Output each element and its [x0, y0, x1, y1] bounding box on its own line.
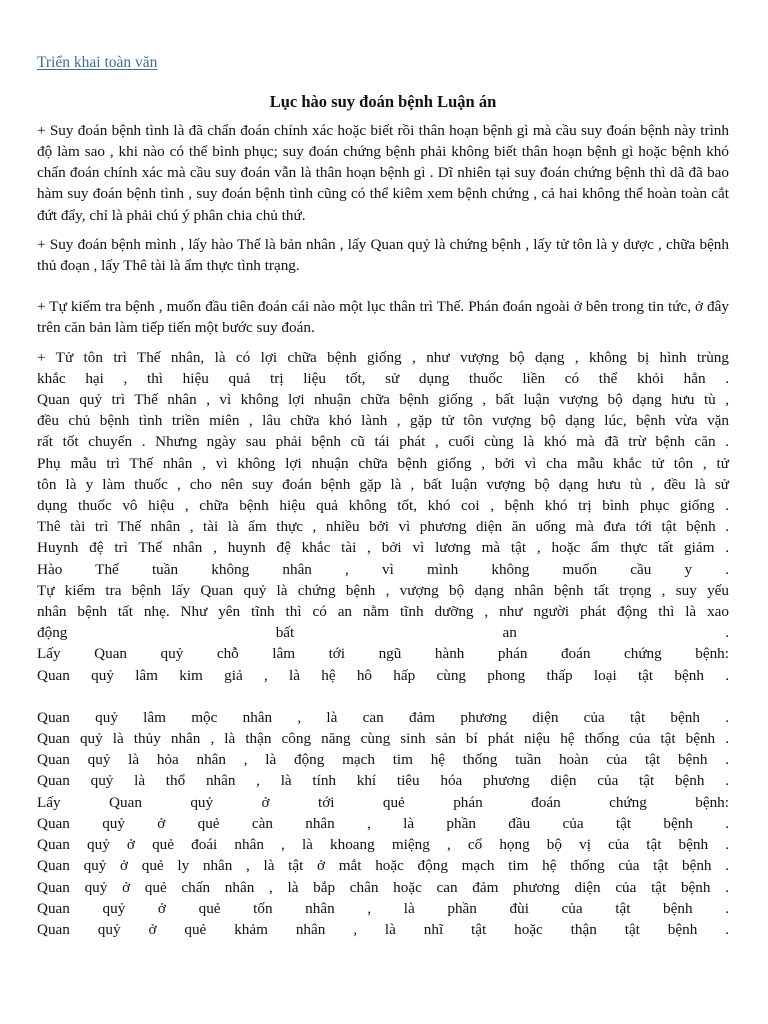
text-line: Lấy Quan quỷ ở tới quẻ phán đoán chứng bệnh: — [37, 793, 729, 811]
paragraph-2: + Suy đoán bệnh mình , lấy hào Thế là bản nhân , lấy Quan quỷ là chứng bệnh , lấy tử tôn là y dược , chữa bệnh thủ đoạn , lấy Thê tài là ẩm thực tình trạng. — [37, 235, 729, 275]
text-line: nhân bệnh tất nhẹ. Như yên tĩnh thì có an nằm tĩnh dưỡng , như người phát động thì là xao — [37, 603, 729, 621]
text-line: động bất an . — [37, 624, 729, 642]
text-line: Thê tài trì Thế nhân , tài là ẩm thực , nhiều bởi vì phương diện ăn uống mà đưa tới tật bệnh . — [37, 518, 729, 536]
text-line: đều chủ bệnh tình triền miên , lâu chữa khó lành , gặp tử tôn vượng bộ dạng lúc, bệnh vừa vặn — [37, 412, 729, 430]
text-line: Quan quỷ ở quẻ ly nhân , là tật ở mắt hoặc động mạch tim hệ thống của tật bệnh . — [37, 857, 729, 875]
body-text-block — [37, 347, 729, 940]
text-line: Quan quỷ ở quẻ đoái nhân , là khoang miệng , cổ họng bộ vị của tật bệnh . — [37, 836, 729, 854]
document-page — [37, 54, 729, 940]
text-line: Quan quỷ ở quẻ khảm nhân , là nhĩ tật hoặc thận tật bệnh . — [37, 920, 729, 938]
paragraph-3: + Tự kiểm tra bệnh , muốn đầu tiên đoán cái nào một lục thân trì Thế. Phán đoán ngoài ở bên trong tin tức, ở đây trên căn bản làm tiếp tiến một bước suy đoán. — [37, 298, 729, 337]
text-line: khắc hại , thì hiệu quả trị liệu tốt, sử dụng thuốc liền có thể khỏi hẳn . — [37, 369, 729, 387]
text-line: Quan quỷ trì Thế nhân , vì không lợi nhuận chữa bệnh giống , bất luận vượng bộ dạng hưu tù , — [37, 391, 729, 409]
text-line: Quan quỷ là thủy nhân , là thận công năng cùng sinh sản bí phát niệu hệ thống của tật bệnh . — [37, 730, 729, 748]
paragraph-1: + Suy đoán bệnh tình là đã chẩn đoán chính xác hoặc biết rồi thân hoạn bệnh gì mà cầu suy đoán bệnh này trình độ làm sao , khi nào có thể bình phục; suy đoán chứng bệnh phải không biết thân hoạn bệnh gì hoặc bệnh khó chẩn đoán chính xác mà cầu suy đoán vẫn là thân hoạn bệnh gì . Dĩ nhiên tại suy đoán chứng bệnh thì dã đã bao hàm suy đoán bệnh tình , suy đoán bệnh tình cũng có thể kiêm xem bệnh chứng , cả hai không thể hoàn toàn cắt đứt đẩy, chỉ là phải chú ý phân chia chủ thứ. — [37, 121, 729, 224]
text-line: dụng thuốc vô hiệu , chữa bệnh hiệu quả không tốt, khó coi , bệnh khó trị bình phục giống . — [37, 497, 729, 515]
blank-line — [37, 686, 729, 707]
text-line: Phụ mẫu trì Thế nhân , vì không lợi nhuận chữa bệnh giống , bởi vì cha mẫu khắc tử tôn , tử — [37, 454, 729, 472]
text-line: tôn là y làm thuốc , cho nên suy đoán bệnh gặp là , bất luận vượng bộ dạng hưu tù , đều là sử — [37, 475, 729, 493]
text-line: Huynh đệ trì Thế nhân , huynh đệ khắc tài , bởi vì lương mà tật , hoặc ẩm thực tất giảm . — [37, 539, 729, 557]
text-line: rất tốt chuyển . Nhưng ngày sau phải bệnh cũ tái phát , cuối cùng là khó mà đã trừ bệnh căn . — [37, 433, 729, 451]
text-line: Quan quỷ lâm mộc nhân , là can đảm phương diện của tật bệnh . — [37, 708, 729, 726]
text-line: Quan quỷ là hỏa nhân , là động mạch tim hệ thống tuần hoàn của tật bệnh . — [37, 751, 729, 769]
text-line: Hào Thế tuần không nhân , vì mình không muốn cầu y . — [37, 560, 729, 578]
text-line: Tự kiểm tra bệnh lấy Quan quỷ là chứng bệnh , vượng bộ dạng nhân bệnh tất trọng , suy yếu — [37, 581, 729, 599]
text-line: + Tử tôn trì Thế nhân, là có lợi chữa bệnh giống , như vượng bộ dạng , không bị hình trùng — [37, 348, 729, 366]
text-line: Quan quỷ lâm kim giả , là hệ hô hấp cùng phong thấp loại tật bệnh . — [37, 666, 729, 684]
document-title: Lục hào suy đoán bệnh Luận án — [269, 92, 497, 111]
text-line: Quan quỷ ở quẻ tốn nhân , là phần đùi của tật bệnh . — [37, 899, 729, 917]
text-line: Lấy Quan quỷ chỗ lâm tới ngũ hành phán đoán chứng bệnh: — [37, 645, 729, 663]
expand-full-text-link[interactable]: Triển khai toàn văn — [37, 54, 158, 71]
text-line: Quan quỷ là thổ nhân , là tính khí tiêu hóa phương diện của tật bệnh . — [37, 772, 729, 790]
text-line: Quan quỷ ở quẻ chấn nhân , là bắp chân hoặc can đảm phương diện của tật bệnh . — [37, 878, 729, 896]
text-line: Quan quỷ ở quẻ càn nhân , là phần đầu của tật bệnh . — [37, 814, 729, 832]
